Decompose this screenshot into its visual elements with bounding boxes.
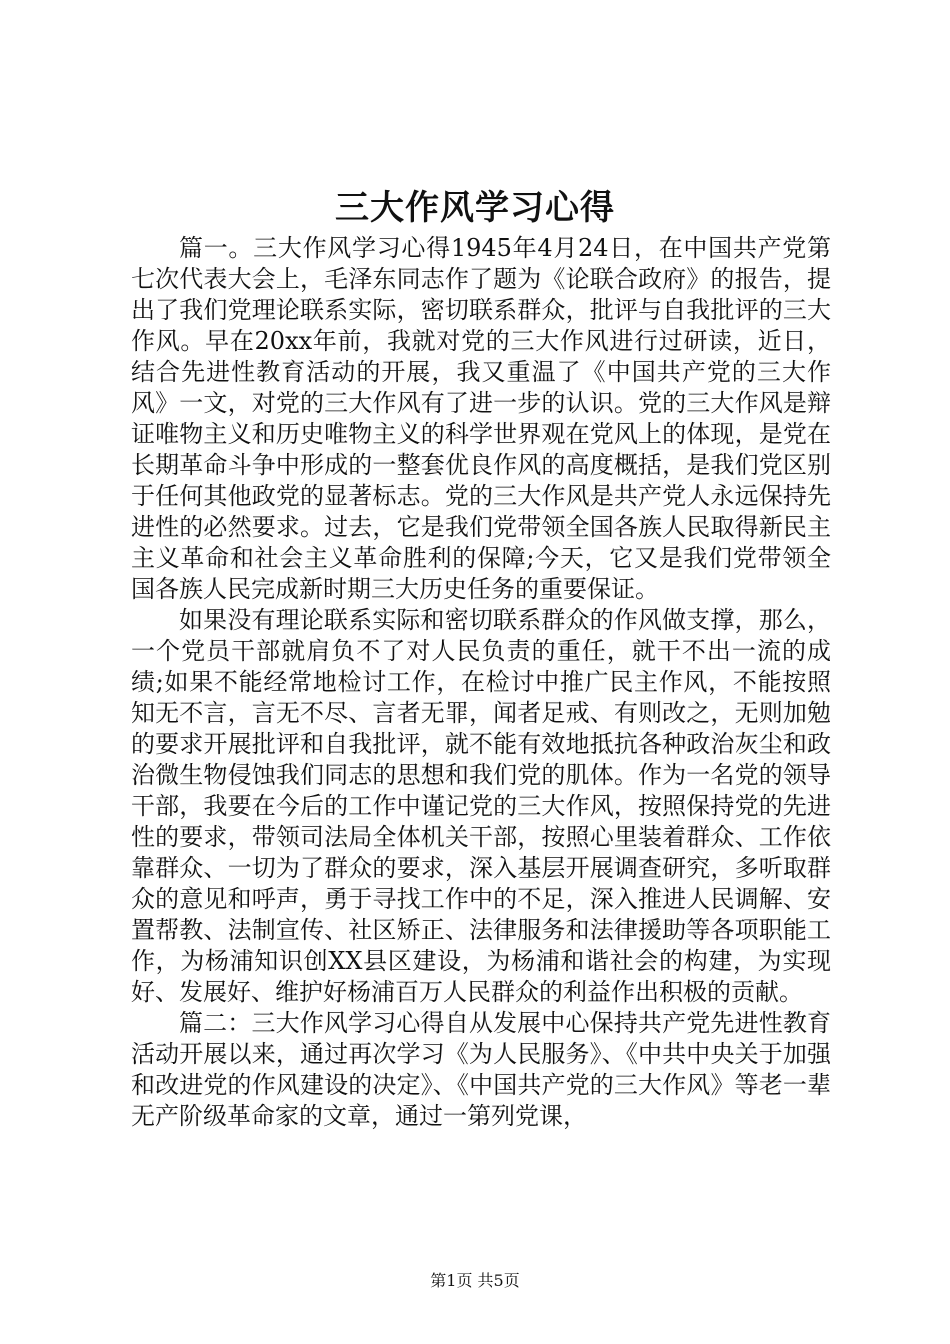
page-number-footer: 第1页 共5页 xyxy=(430,1271,520,1290)
paragraph-2: 如果没有理论联系实际和密切联系群众的作风做支撑，那么，一个党员干部就肩负不了对人民负责的重任，就干不出一流的成绩;如果不能经常地检讨工作，在检讨中推广民主作风，不能按照知无不言，言无不尽、言者无罪，闻者足戒、有则改之，无则加勉的要求开展批评和自我批评，就不能有效地抵抗各种政治灰尘和政治微生物侵蚀我们同志的思想和我们党的肌体。作为一名党的领导干部，我要在今后的工作中谨记党的三大作风，按照保持党的先进性的要求，带领司法局全体机关干部，按照心里装着群众、工作依靠群众、一切为了群众的要求，深入基层开展调查研究，多听取群众的意见和呼声，勇于寻找工作中的不足，深入推进人民调解、安置帮教、法制宣传、社区矫正、法律服务和法律援助等各项职能工作，为杨浦知识创XX县区建设，为杨浦和谐社会的构建，为实现好、发展好、维护好杨浦百万人民群众的利益作出积极的贡献。 xyxy=(131,606,831,1006)
document-body xyxy=(131,233,831,1132)
document-title: 三大作风学习心得 xyxy=(335,188,615,228)
paragraph-1: 篇一。三大作风学习心得1945年4月24日，在中国共产党第七次代表大会上，毛泽东同志作了题为《论联合政府》的报告，提出了我们党理论联系实际，密切联系群众，批评与自我批评的三大作风。早在20xx年前，我就对党的三大作风进行过研读，近日，结合先进性教育活动的开展，我又重温了《中国共产党的三大作风》一文，对党的三大作风有了进一步的认识。党的三大作风是辩证唯物主义和历史唯物主义的科学世界观在党风上的体现，是党在长期革命斗争中形成的一整套优良作风的高度概括，是我们党区别于任何其他政党的显著标志。党的三大作风是共产党人永远保持先进性的必然要求。过去，它是我们党带领全国各族人民取得新民主主义革命和社会主义革命胜利的保障;今天，它又是我们党带领全国各族人民完成新时期三大历史任务的重要保证。 xyxy=(131,234,831,603)
paragraph-3: 篇二：三大作风学习心得自从发展中心保持共产党先进性教育活动开展以来，通过再次学习《为人民服务》、《中共中央关于加强和改进党的作风建设的决定》、《中国共产党的三大作风》等老一辈无产阶级革命家的文章，通过一第列党课， xyxy=(131,1009,831,1130)
